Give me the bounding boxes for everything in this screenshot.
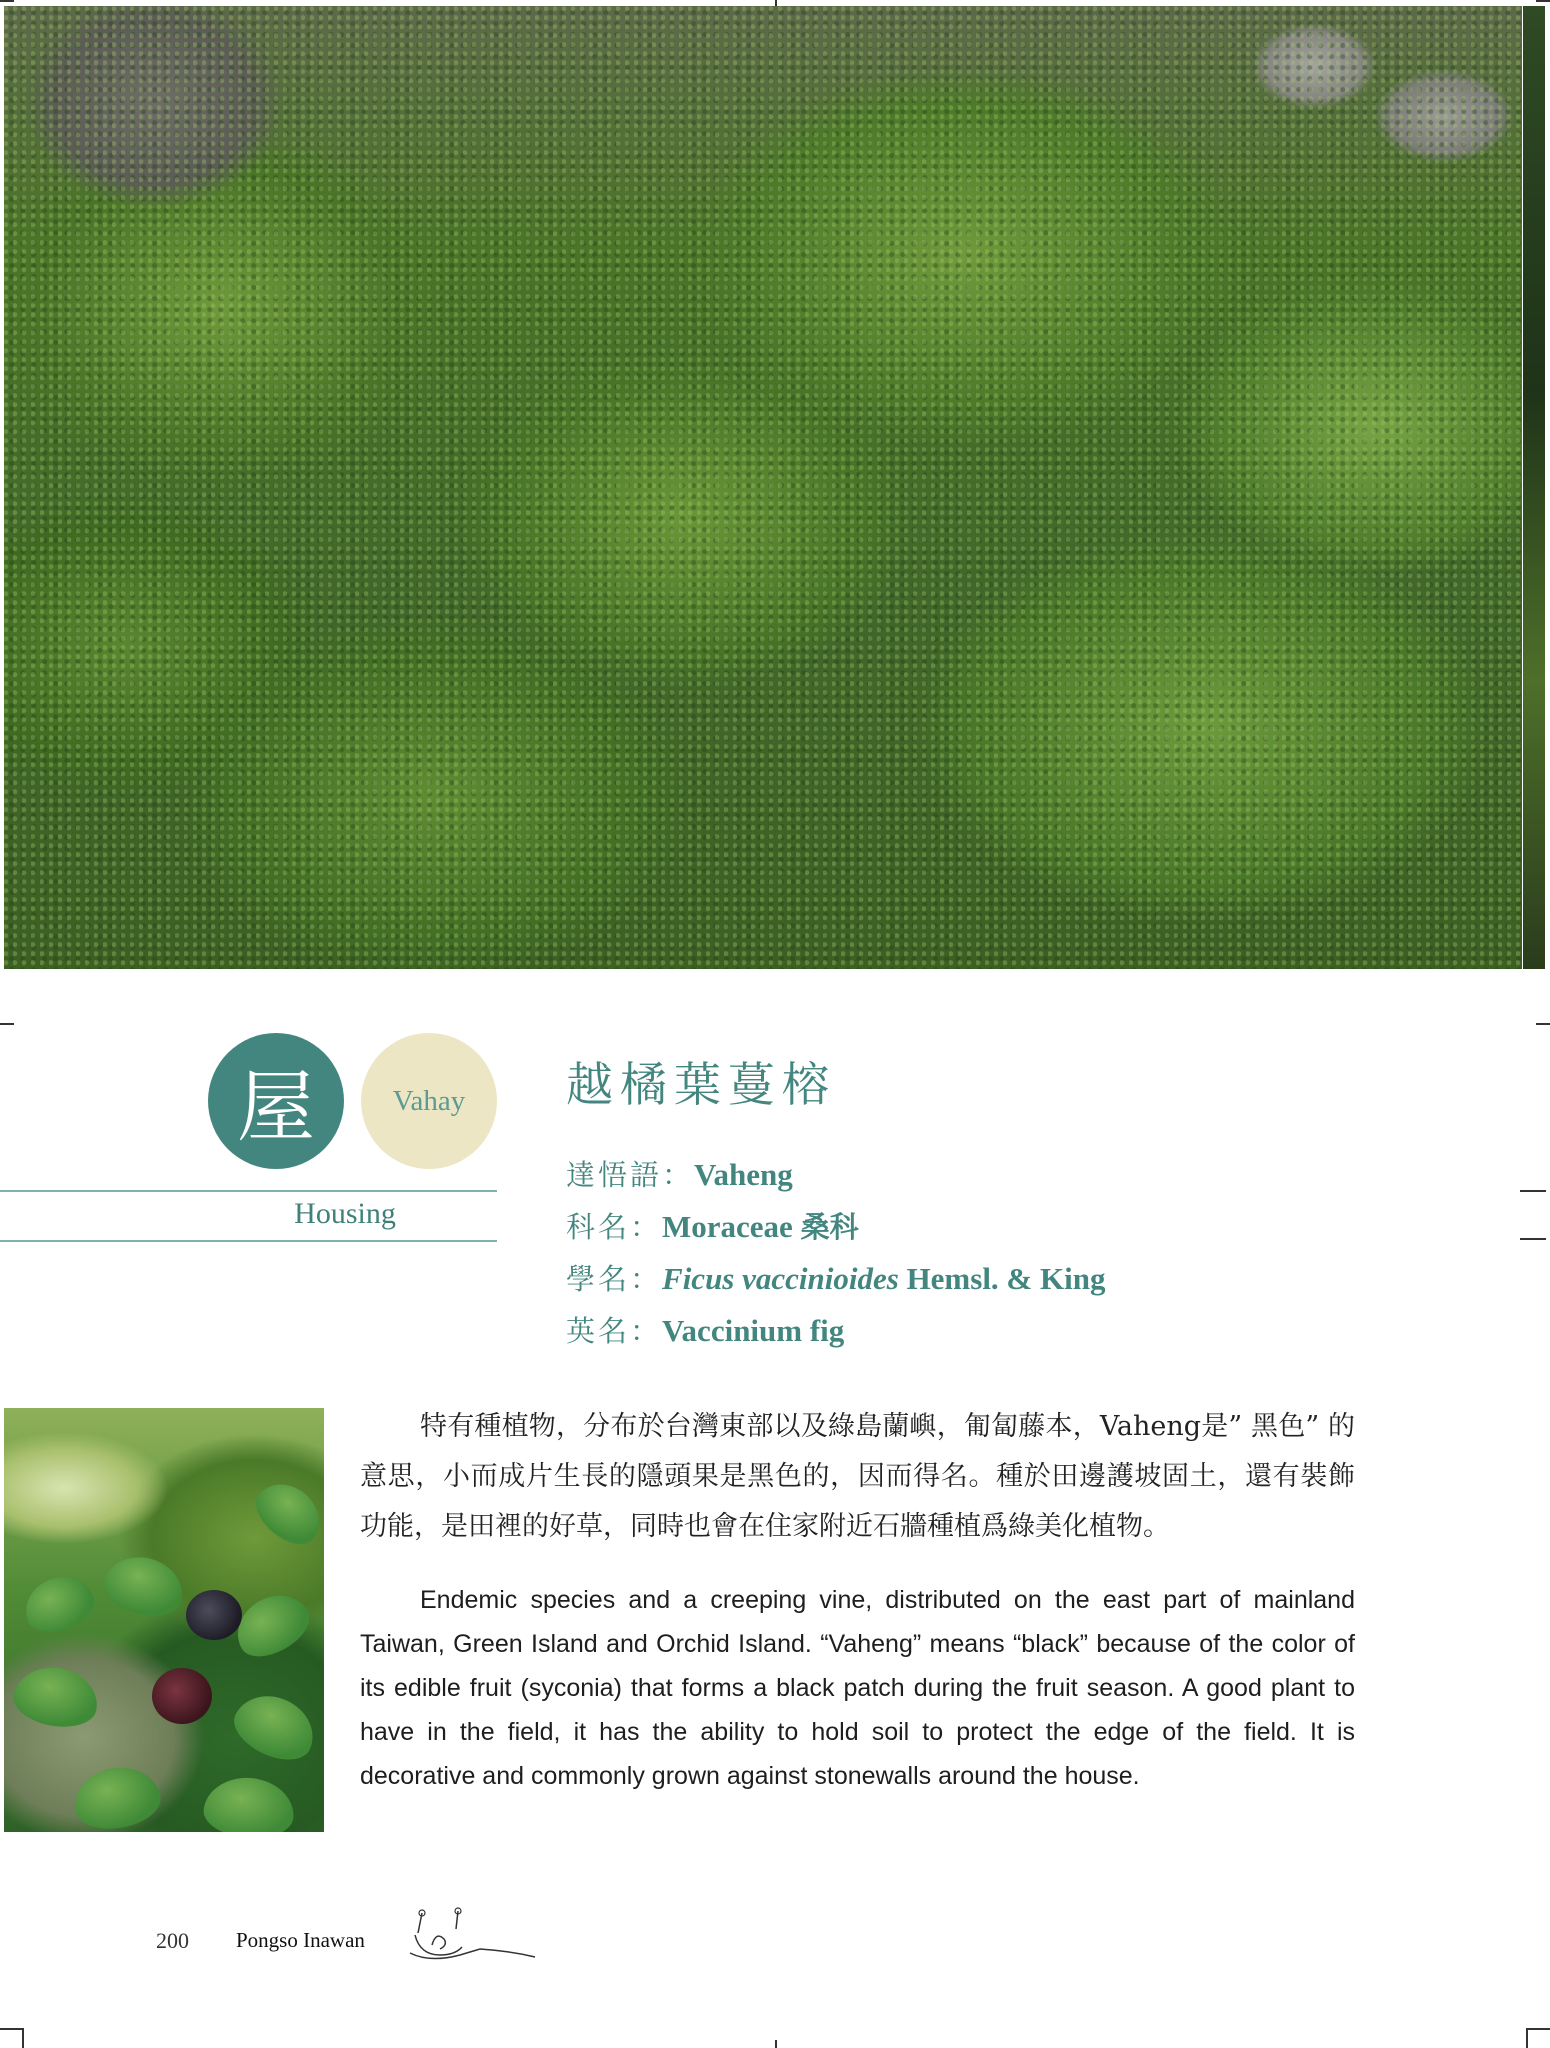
leaf bbox=[98, 1549, 190, 1624]
leaf bbox=[17, 1568, 101, 1641]
category-caption: Housing bbox=[294, 1197, 396, 1230]
english-name-value: Vaccinium fig bbox=[662, 1313, 845, 1348]
leaf bbox=[226, 1683, 324, 1770]
crop-mark bbox=[1536, 0, 1550, 2]
scientific-name-author: Hemsl. & King bbox=[906, 1261, 1106, 1296]
boat-logo-icon bbox=[370, 1905, 540, 1969]
hero-photo bbox=[4, 6, 1522, 969]
black-fig-fruit bbox=[186, 1590, 242, 1640]
crop-mark bbox=[1526, 2028, 1550, 2030]
family-line bbox=[566, 1205, 859, 1246]
leaf bbox=[202, 1774, 297, 1832]
english-description: Endemic species and a creeping vine, distributed on the east part of mainland Taiwan, Green Island and Orchid Island. “Vaheng” means “black” because of the color of its edible fruit (syconia) that forms a black patch during the fruit season. A good plant to have in the field, it has the ability to hold soil to protect the edge of the field. It is decorative and commonly grown against stonewalls around the house. bbox=[360, 1586, 1355, 1790]
leaf bbox=[10, 1661, 103, 1733]
crop-mark bbox=[22, 2028, 24, 2048]
hero-photo-edge bbox=[1523, 6, 1545, 969]
local-name-value: Vaheng bbox=[694, 1157, 793, 1192]
local-name-label: 達悟語： bbox=[566, 1158, 695, 1192]
crop-mark bbox=[1536, 1023, 1550, 1025]
family-label: 科名： bbox=[566, 1210, 663, 1244]
family-value: Moraceae bbox=[662, 1209, 793, 1244]
crop-mark bbox=[1520, 1238, 1546, 1240]
divider-top bbox=[0, 1190, 497, 1192]
crop-mark bbox=[0, 2028, 24, 2030]
crop-mark bbox=[0, 1023, 14, 1025]
family-cn: 桑科 bbox=[800, 1210, 859, 1244]
english-name-label: 英名： bbox=[566, 1314, 663, 1348]
red-fig-fruit bbox=[152, 1668, 212, 1724]
chinese-description: 特有種植物，分布於台灣東部以及綠島蘭嶼，匍匐藤本，Vaheng是” 黑色” 的意思，小而成片生長的隱頭果是黑色的，因而得名。種於田邊護坡固土，還有裝飾功能，是田裡的好草，同時也會在住家附近石牆種植爲綠美化植物。 bbox=[360, 1411, 1355, 1542]
english-name-line bbox=[566, 1309, 844, 1350]
category-badge-glyph: 屋 bbox=[208, 1033, 344, 1169]
page-number: 200 bbox=[156, 1928, 189, 1953]
scientific-name-label: 學名： bbox=[566, 1262, 663, 1296]
scientific-name-line bbox=[566, 1257, 1105, 1298]
scientific-name-species: Ficus vaccinioides bbox=[662, 1261, 899, 1296]
local-name-line bbox=[566, 1153, 793, 1194]
leaf bbox=[246, 1471, 324, 1554]
crop-mark bbox=[0, 0, 14, 2]
book-title: Pongso Inawan bbox=[236, 1928, 365, 1952]
category-badge-word: Vahay bbox=[361, 1033, 497, 1169]
crop-mark bbox=[775, 2040, 777, 2048]
crop-mark bbox=[1520, 1190, 1546, 1192]
crop-mark bbox=[1526, 2028, 1528, 2048]
fig-photo bbox=[4, 1408, 324, 1832]
photo-texture bbox=[4, 6, 1522, 969]
divider-bottom bbox=[0, 1240, 497, 1242]
plant-title: 越橘葉蔓榕 bbox=[566, 1058, 836, 1113]
leaf bbox=[69, 1761, 164, 1832]
